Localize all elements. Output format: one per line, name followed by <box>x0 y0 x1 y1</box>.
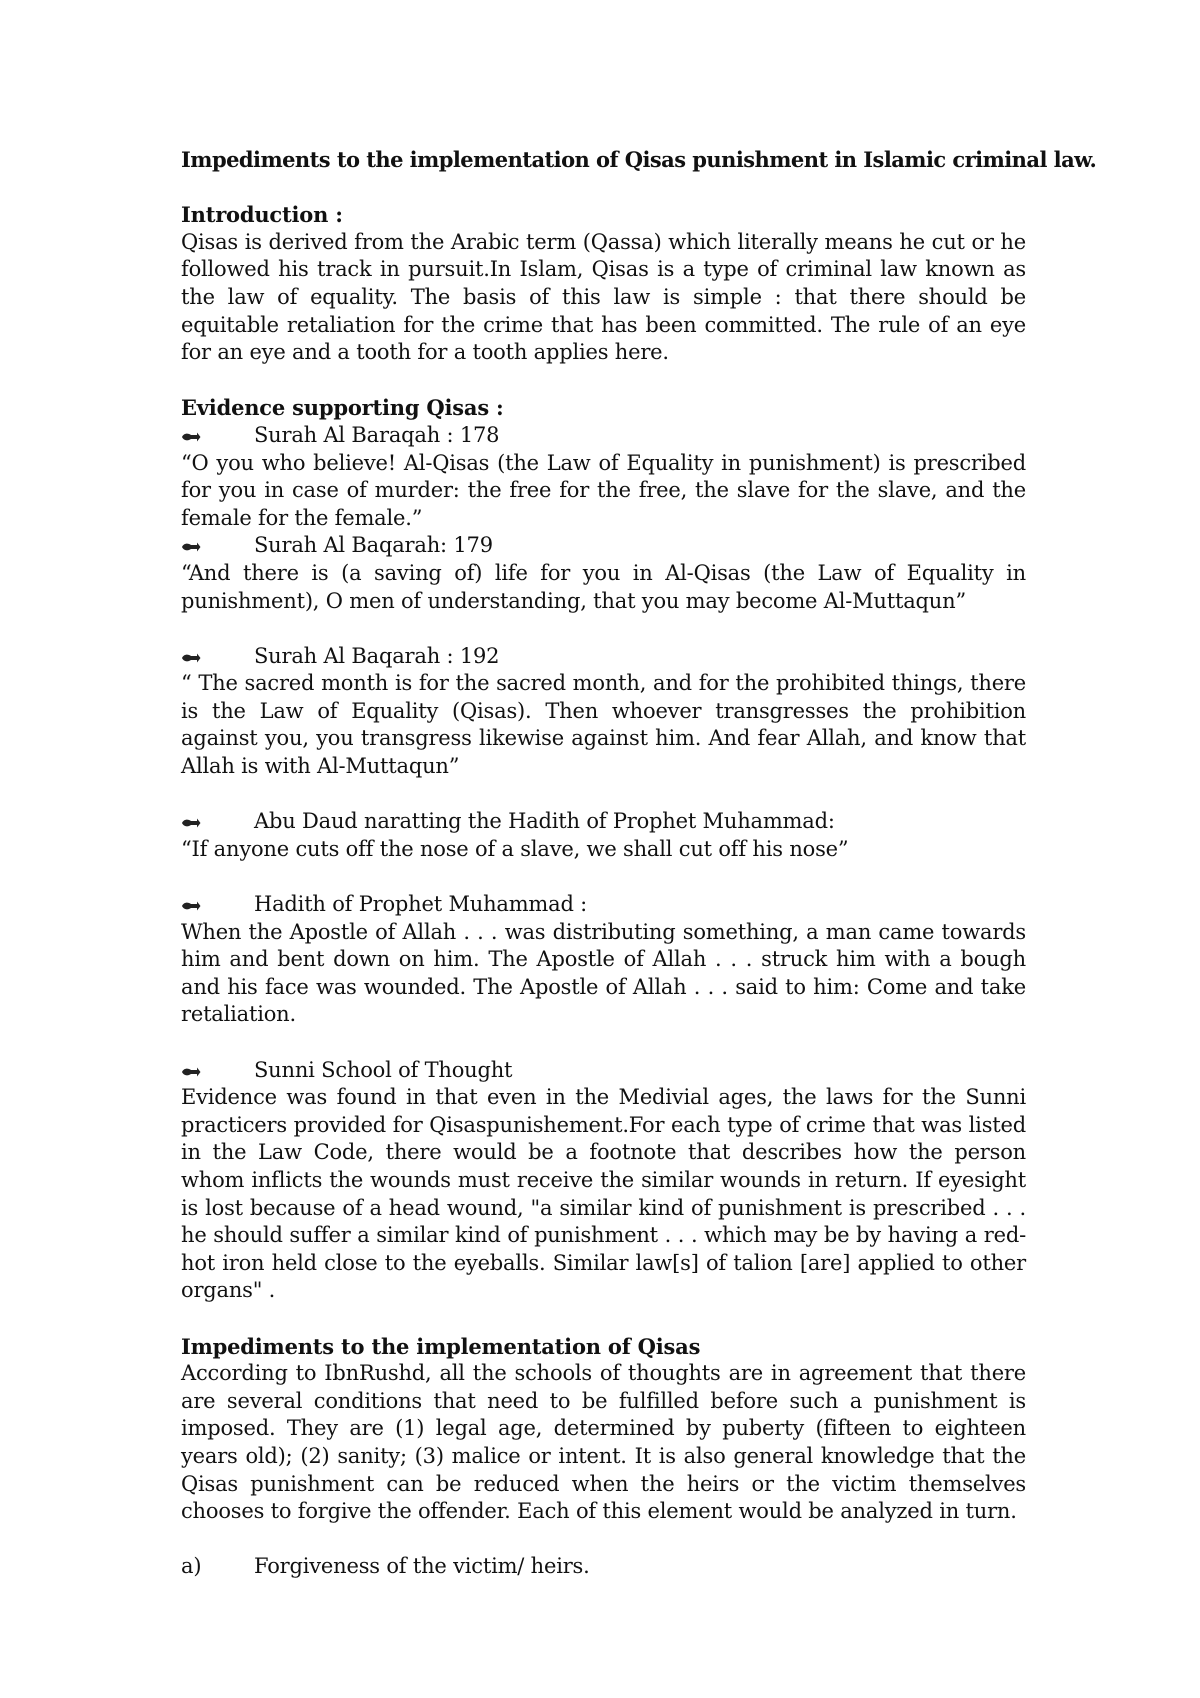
impediments-list-item <box>181 1553 1026 1581</box>
arrow-bullet-icon <box>181 1057 254 1085</box>
document-title: Impediments to the implementation of Qisas punishment in Islamic criminal law. <box>181 147 1097 172</box>
evidence-item-label: Surah Al Baraqah : 178 <box>181 422 1026 450</box>
evidence-item-label: Sunni School of Thought <box>181 1057 1026 1085</box>
arrow-bullet-icon <box>181 643 254 671</box>
evidence-item-label: Surah Al Baqarah : 192 <box>181 643 1026 671</box>
evidence-item-label: Hadith of Prophet Muhammad : <box>181 891 1026 919</box>
evidence-heading: Evidence supporting Qisas : <box>181 395 504 421</box>
evidence-item-label: Surah Al Baqarah: 179 <box>181 532 1026 560</box>
impediments-heading: Impediments to the implementation of Qisas <box>181 1333 701 1359</box>
evidence-item-text: “If anyone cuts off the nose of a slave, we shall cut off his nose” <box>181 836 849 861</box>
evidence-item-text: When the Apostle of Allah . . . was distributing something, a man came towards him and bent down on him. The Apostle of Allah . . . struck him with a bough and his face was wounded. The Apostle of Allah . . . said to him: Come and take retaliation. <box>181 919 1026 1027</box>
introduction-heading: Introduction : <box>181 202 343 228</box>
impediments-text: According to IbnRushd, all the schools of thoughts are in agreement that there are several conditions that need to be fulfilled before such a punishment is imposed. They are (1) legal age, determined by puberty (fifteen to eighteen years old); (2) sanity; (3) malice or intent. It is also general knowledge that the Qisas punishment can be reduced when the heirs or the victim themselves chooses to forgive the offender. Each of this element would be analyzed in turn. <box>181 1361 1026 1524</box>
evidence-item-text: “And there is (a saving of) life for you in Al-Qisas (the Law of Equality in punishment), O men of understanding, that you may become Al-Muttaqun” <box>181 560 1026 613</box>
evidence-item-text: Evidence was found in that even in the Medivial ages, the laws for the Sunni practicers provided for Qisaspunishement.For each type of crime that was listed in the Law Code, there would be a footnote that describes how the person whom inflicts the wounds must receive the similar wounds in return. If eyesight is lost because of a head wound, "a similar kind of punishment is prescribed . . . he should suffer a similar kind of punishment . . . which may be by having a red-hot iron held close to the eyeballs. Similar law[s] of talion [are] applied to other organs" . <box>181 1085 1026 1303</box>
arrow-bullet-icon <box>181 532 254 560</box>
introduction-text: Qisas is derived from the Arabic term (Qassa) which literally means he cut or he followed his track in pursuit.In Islam, Qisas is a type of criminal law known as the law of equality. The basis of this law is simple : that there should be equitable retaliation for the crime that has been committed. The rule of an eye for an eye and a tooth for a tooth applies here. <box>181 229 1026 365</box>
evidence-item-text: “ The sacred month is for the sacred month, and for the prohibited things, there is the Law of Equality (Qisas). Then whoever transgresses the prohibition against you, you transgress likewise against him. And fear Allah, and know that Allah is with Al-Muttaqun” <box>181 671 1026 779</box>
arrow-bullet-icon <box>181 808 254 836</box>
arrow-bullet-icon <box>181 422 254 450</box>
arrow-bullet-icon <box>181 891 254 919</box>
list-item-label: Forgiveness of the victim/ heirs. <box>254 1554 590 1579</box>
list-marker: a) <box>181 1554 202 1579</box>
document-page <box>181 146 1097 1581</box>
evidence-item-label: Abu Daud naratting the Hadith of Prophet Muhammad: <box>181 808 1026 836</box>
evidence-item-text: “O you who believe! Al-Qisas (the Law of Equality in punishment) is prescribed for you in case of murder: the free for the free, the slave for the slave, and the female for the female.” <box>181 450 1026 530</box>
